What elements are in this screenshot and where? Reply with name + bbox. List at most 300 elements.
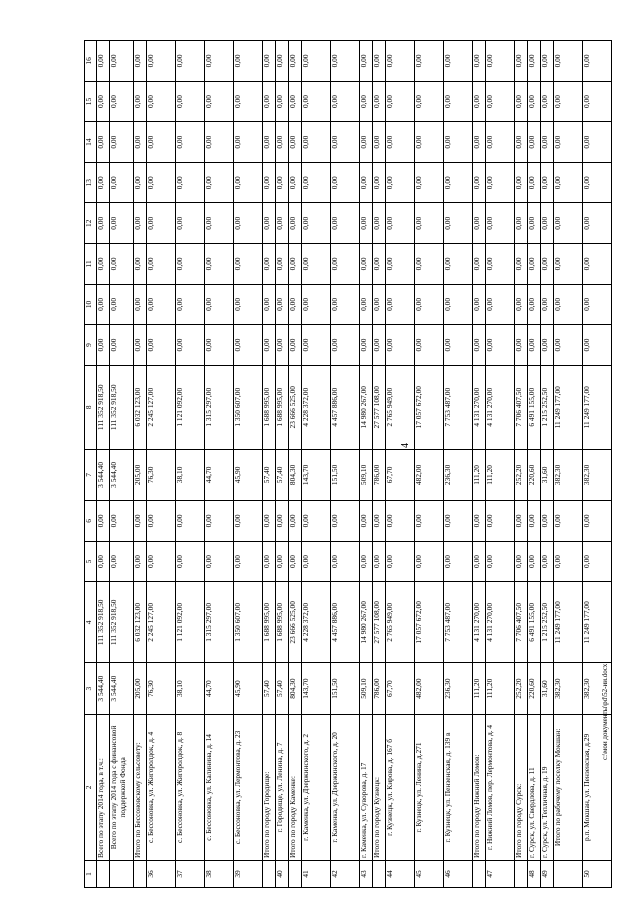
value-cell-c4: 23 666 525,00 <box>289 582 302 663</box>
value-cell-c11: 0,00 <box>97 244 110 285</box>
value-cell-c3: 482,00 <box>415 663 444 714</box>
value-cell-c13: 0,00 <box>554 162 583 203</box>
value-cell-c9: 0,00 <box>373 325 386 366</box>
value-cell-c8: 1 121 092,00 <box>176 365 205 449</box>
value-cell-c3: 509,10 <box>359 663 372 714</box>
column-number-header: 14 <box>85 122 97 163</box>
value-cell-c16: 0,00 <box>331 41 360 82</box>
column-number-header: 15 <box>85 81 97 122</box>
value-cell-c6: 0,00 <box>472 501 485 542</box>
value-cell-c7: 57,40 <box>262 449 275 500</box>
value-cell-c6: 0,00 <box>233 501 262 542</box>
address-cell: Всего по этапу 2014 года, в т.ч.: <box>97 714 110 860</box>
value-cell-c4: 27 577 108,00 <box>373 582 386 663</box>
value-cell-c10: 0,00 <box>373 284 386 325</box>
value-cell-c15: 0,00 <box>110 81 134 122</box>
value-cell-c6: 0,00 <box>373 501 386 542</box>
value-cell-c10: 0,00 <box>302 284 331 325</box>
value-cell-c9: 0,00 <box>134 325 147 366</box>
address-cell: Итого по городу Городище: <box>262 714 275 860</box>
value-cell-c11: 0,00 <box>373 244 386 285</box>
value-cell-c11: 0,00 <box>485 244 514 285</box>
value-cell-c4: 111 352 918,50 <box>110 582 134 663</box>
value-cell-c11: 0,00 <box>289 244 302 285</box>
value-cell-c13: 0,00 <box>233 162 262 203</box>
value-cell-c11: 0,00 <box>205 244 234 285</box>
value-cell-c11: 0,00 <box>541 244 554 285</box>
value-cell-c10: 0,00 <box>386 284 415 325</box>
value-cell-c12: 0,00 <box>97 203 110 244</box>
value-cell-c7: 220,60 <box>527 449 540 500</box>
address-cell: Всего по этапу 2014 года с финансовой поддержкой Фонда <box>110 714 134 860</box>
value-cell-c8: 4 457 886,00 <box>331 365 360 449</box>
value-cell-c6: 0,00 <box>541 501 554 542</box>
address-cell: с. Бессоновка, ул. Калинина, д. 14 <box>205 714 234 860</box>
value-cell-c14: 0,00 <box>514 122 527 163</box>
value-cell-c6: 0,00 <box>583 501 612 542</box>
value-cell-c4: 1 688 995,00 <box>262 582 275 663</box>
value-cell-c14: 0,00 <box>583 122 612 163</box>
value-cell-c7: 38,10 <box>176 449 205 500</box>
value-cell-c9: 0,00 <box>302 325 331 366</box>
table-row <box>147 41 176 888</box>
value-cell-c6: 0,00 <box>205 501 234 542</box>
value-cell-c13: 0,00 <box>147 162 176 203</box>
value-cell-c7: 143,70 <box>302 449 331 500</box>
value-cell-c11: 0,00 <box>302 244 331 285</box>
value-cell-c11: 0,00 <box>415 244 444 285</box>
value-cell-c9: 0,00 <box>583 325 612 366</box>
value-cell-c8: 111 352 918,50 <box>97 365 110 449</box>
value-cell-c12: 0,00 <box>527 203 540 244</box>
table-row <box>134 41 147 888</box>
value-cell-c7: 786,00 <box>373 449 386 500</box>
value-cell-c10: 0,00 <box>289 284 302 325</box>
value-cell-c6: 0,00 <box>527 501 540 542</box>
value-cell-c14: 0,00 <box>110 122 134 163</box>
row-number-cell: 38 <box>205 860 234 887</box>
value-cell-c16: 0,00 <box>373 41 386 82</box>
value-cell-c15: 0,00 <box>554 81 583 122</box>
table-row <box>472 41 485 888</box>
housing-program-table <box>84 40 612 888</box>
value-cell-c15: 0,00 <box>386 81 415 122</box>
value-cell-c13: 0,00 <box>583 162 612 203</box>
address-cell: Итого по городу Нижний Ломов: <box>472 714 485 860</box>
row-number-cell: 47 <box>485 860 514 887</box>
value-cell-c10: 0,00 <box>485 284 514 325</box>
value-cell-c9: 0,00 <box>386 325 415 366</box>
value-cell-c13: 0,00 <box>386 162 415 203</box>
value-cell-c15: 0,00 <box>289 81 302 122</box>
value-cell-c8: 23 666 525,00 <box>289 365 302 449</box>
column-number-header: 5 <box>85 541 97 582</box>
column-number-header: 8 <box>85 365 97 449</box>
value-cell-c3: 31,60 <box>541 663 554 714</box>
table-row <box>302 41 331 888</box>
value-cell-c14: 0,00 <box>485 122 514 163</box>
value-cell-c15: 0,00 <box>275 81 288 122</box>
value-cell-c16: 0,00 <box>415 41 444 82</box>
value-cell-c12: 0,00 <box>331 203 360 244</box>
value-cell-c15: 0,00 <box>233 81 262 122</box>
table-row <box>331 41 360 888</box>
value-cell-c3: 38,10 <box>176 663 205 714</box>
value-cell-c7: 205,00 <box>134 449 147 500</box>
value-cell-c10: 0,00 <box>527 284 540 325</box>
value-cell-c11: 0,00 <box>275 244 288 285</box>
table-row <box>485 41 514 888</box>
value-cell-c12: 0,00 <box>554 203 583 244</box>
row-number-cell: 49 <box>541 860 554 887</box>
value-cell-c5: 0,00 <box>176 541 205 582</box>
value-cell-c9: 0,00 <box>541 325 554 366</box>
value-cell-c13: 0,00 <box>485 162 514 203</box>
value-cell-c10: 0,00 <box>359 284 372 325</box>
value-cell-c11: 0,00 <box>233 244 262 285</box>
value-cell-c15: 0,00 <box>373 81 386 122</box>
value-cell-c12: 0,00 <box>386 203 415 244</box>
value-cell-c14: 0,00 <box>147 122 176 163</box>
value-cell-c15: 0,00 <box>134 81 147 122</box>
value-cell-c3: 151,50 <box>331 663 360 714</box>
value-cell-c3: 76,30 <box>147 663 176 714</box>
value-cell-c10: 0,00 <box>275 284 288 325</box>
value-cell-c6: 0,00 <box>359 501 372 542</box>
table-row <box>554 41 583 888</box>
value-cell-c3: 382,30 <box>583 663 612 714</box>
value-cell-c8: 11 249 177,00 <box>554 365 583 449</box>
table-row <box>541 41 554 888</box>
address-cell: Итого по городу Каменке: <box>289 714 302 860</box>
value-cell-c5: 0,00 <box>386 541 415 582</box>
value-cell-c8: 14 980 267,00 <box>359 365 372 449</box>
value-cell-c7: 67,70 <box>386 449 415 500</box>
value-cell-c13: 0,00 <box>472 162 485 203</box>
value-cell-c16: 0,00 <box>176 41 205 82</box>
value-cell-c14: 0,00 <box>541 122 554 163</box>
value-cell-c16: 0,00 <box>147 41 176 82</box>
value-cell-c6: 0,00 <box>97 501 110 542</box>
value-cell-c5: 0,00 <box>110 541 134 582</box>
value-cell-c14: 0,00 <box>331 122 360 163</box>
address-cell: г. Каменка, ул. Суворова, д. 17 <box>359 714 372 860</box>
column-number-header: 4 <box>85 582 97 663</box>
value-cell-c5: 0,00 <box>233 541 262 582</box>
row-number-cell: 43 <box>359 860 372 887</box>
value-cell-c9: 0,00 <box>415 325 444 366</box>
value-cell-c5: 0,00 <box>289 541 302 582</box>
table-row <box>527 41 540 888</box>
value-cell-c10: 0,00 <box>514 284 527 325</box>
value-cell-c13: 0,00 <box>302 162 331 203</box>
value-cell-c12: 0,00 <box>514 203 527 244</box>
value-cell-c4: 1 315 297,00 <box>205 582 234 663</box>
table-row <box>110 41 134 888</box>
value-cell-c12: 0,00 <box>373 203 386 244</box>
value-cell-c7: 382,30 <box>554 449 583 500</box>
value-cell-c4: 11 249 177,00 <box>554 582 583 663</box>
row-number-cell: 44 <box>386 860 415 887</box>
value-cell-c14: 0,00 <box>233 122 262 163</box>
value-cell-c16: 0,00 <box>97 41 110 82</box>
rotated-table-wrapper <box>84 40 612 888</box>
value-cell-c14: 0,00 <box>443 122 472 163</box>
value-cell-c11: 0,00 <box>583 244 612 285</box>
value-cell-c6: 0,00 <box>331 501 360 542</box>
value-cell-c13: 0,00 <box>443 162 472 203</box>
value-cell-c7: 76,30 <box>147 449 176 500</box>
value-cell-c11: 0,00 <box>472 244 485 285</box>
table-row <box>97 41 110 888</box>
value-cell-c16: 0,00 <box>527 41 540 82</box>
value-cell-c13: 0,00 <box>275 162 288 203</box>
value-cell-c6: 0,00 <box>443 501 472 542</box>
value-cell-c11: 0,00 <box>514 244 527 285</box>
value-cell-c16: 0,00 <box>541 41 554 82</box>
value-cell-c5: 0,00 <box>527 541 540 582</box>
value-cell-c3: 143,70 <box>302 663 331 714</box>
value-cell-c8: 1 350 607,00 <box>233 365 262 449</box>
value-cell-c3: 382,30 <box>554 663 583 714</box>
table-row <box>262 41 275 888</box>
value-cell-c7: 482,00 <box>415 449 444 500</box>
column-number-row <box>85 41 97 888</box>
value-cell-c12: 0,00 <box>485 203 514 244</box>
value-cell-c13: 0,00 <box>541 162 554 203</box>
value-cell-c15: 0,00 <box>359 81 372 122</box>
address-cell: г. Сурск, ул. Тепличная, д. 19 <box>541 714 554 860</box>
value-cell-c10: 0,00 <box>205 284 234 325</box>
value-cell-c10: 0,00 <box>541 284 554 325</box>
value-cell-c9: 0,00 <box>554 325 583 366</box>
address-cell: г. Городище, ул. Ленина, д. 7 <box>275 714 288 860</box>
row-number-cell <box>373 860 386 887</box>
value-cell-c10: 0,00 <box>134 284 147 325</box>
value-cell-c4: 6 491 155,00 <box>527 582 540 663</box>
value-cell-c4: 1 350 607,00 <box>233 582 262 663</box>
value-cell-c4: 4 457 886,00 <box>331 582 360 663</box>
value-cell-c12: 0,00 <box>205 203 234 244</box>
value-cell-c6: 0,00 <box>485 501 514 542</box>
value-cell-c5: 0,00 <box>443 541 472 582</box>
value-cell-c8: 4 131 270,00 <box>485 365 514 449</box>
value-cell-c7: 44,70 <box>205 449 234 500</box>
value-cell-c12: 0,00 <box>147 203 176 244</box>
value-cell-c5: 0,00 <box>472 541 485 582</box>
value-cell-c12: 0,00 <box>583 203 612 244</box>
value-cell-c5: 0,00 <box>541 541 554 582</box>
table-row <box>359 41 372 888</box>
value-cell-c8: 1 688 995,00 <box>275 365 288 449</box>
value-cell-c16: 0,00 <box>262 41 275 82</box>
value-cell-c16: 0,00 <box>514 41 527 82</box>
value-cell-c4: 4 131 270,00 <box>485 582 514 663</box>
value-cell-c3: 804,30 <box>289 663 302 714</box>
value-cell-c14: 0,00 <box>289 122 302 163</box>
value-cell-c12: 0,00 <box>302 203 331 244</box>
value-cell-c4: 14 980 267,00 <box>359 582 372 663</box>
address-cell: Итого по городу Сурск: <box>514 714 527 860</box>
value-cell-c4: 1 688 995,00 <box>275 582 288 663</box>
value-cell-c6: 0,00 <box>415 501 444 542</box>
value-cell-c6: 0,00 <box>386 501 415 542</box>
table-row <box>205 41 234 888</box>
value-cell-c12: 0,00 <box>262 203 275 244</box>
row-number-cell: 42 <box>331 860 360 887</box>
value-cell-c13: 0,00 <box>331 162 360 203</box>
value-cell-c14: 0,00 <box>176 122 205 163</box>
value-cell-c3: 67,70 <box>386 663 415 714</box>
value-cell-c14: 0,00 <box>97 122 110 163</box>
value-cell-c12: 0,00 <box>233 203 262 244</box>
value-cell-c11: 0,00 <box>443 244 472 285</box>
value-cell-c4: 2 245 127,00 <box>147 582 176 663</box>
value-cell-c4: 1 121 092,00 <box>176 582 205 663</box>
table-body <box>97 41 612 888</box>
value-cell-c15: 0,00 <box>527 81 540 122</box>
value-cell-c6: 0,00 <box>176 501 205 542</box>
row-number-cell: 45 <box>415 860 444 887</box>
value-cell-c7: 151,50 <box>331 449 360 500</box>
value-cell-c6: 0,00 <box>275 501 288 542</box>
address-cell: Итого по рабочему поселку Мокшан: <box>554 714 583 860</box>
row-number-cell <box>289 860 302 887</box>
row-number-cell <box>262 860 275 887</box>
value-cell-c16: 0,00 <box>485 41 514 82</box>
value-cell-c4: 17 057 672,00 <box>415 582 444 663</box>
value-cell-c16: 0,00 <box>275 41 288 82</box>
value-cell-c10: 0,00 <box>583 284 612 325</box>
value-cell-c8: 4 228 372,00 <box>302 365 331 449</box>
value-cell-c10: 0,00 <box>262 284 275 325</box>
value-cell-c12: 0,00 <box>134 203 147 244</box>
value-cell-c7: 31,60 <box>541 449 554 500</box>
value-cell-c5: 0,00 <box>583 541 612 582</box>
value-cell-c9: 0,00 <box>147 325 176 366</box>
value-cell-c3: 3 544,40 <box>97 663 110 714</box>
value-cell-c15: 0,00 <box>147 81 176 122</box>
value-cell-c12: 0,00 <box>472 203 485 244</box>
value-cell-c4: 4 131 270,00 <box>472 582 485 663</box>
value-cell-c6: 0,00 <box>110 501 134 542</box>
value-cell-c13: 0,00 <box>110 162 134 203</box>
value-cell-c10: 0,00 <box>97 284 110 325</box>
value-cell-c16: 0,00 <box>386 41 415 82</box>
value-cell-c3: 205,00 <box>134 663 147 714</box>
table-row <box>373 41 386 888</box>
value-cell-c13: 0,00 <box>514 162 527 203</box>
value-cell-c14: 0,00 <box>134 122 147 163</box>
value-cell-c10: 0,00 <box>176 284 205 325</box>
value-cell-c15: 0,00 <box>514 81 527 122</box>
value-cell-c7: 111,20 <box>472 449 485 500</box>
value-cell-c3: 45,90 <box>233 663 262 714</box>
value-cell-c11: 0,00 <box>359 244 372 285</box>
value-cell-c9: 0,00 <box>97 325 110 366</box>
column-number-header: 1 <box>85 860 97 887</box>
table-row <box>233 41 262 888</box>
table-row <box>289 41 302 888</box>
value-cell-c13: 0,00 <box>289 162 302 203</box>
value-cell-c14: 0,00 <box>359 122 372 163</box>
value-cell-c4: 2 765 949,00 <box>386 582 415 663</box>
value-cell-c7: 45,90 <box>233 449 262 500</box>
value-cell-c16: 0,00 <box>443 41 472 82</box>
value-cell-c3: 57,40 <box>262 663 275 714</box>
column-number-header: 9 <box>85 325 97 366</box>
value-cell-c12: 0,00 <box>110 203 134 244</box>
value-cell-c7: 509,10 <box>359 449 372 500</box>
value-cell-c15: 0,00 <box>485 81 514 122</box>
value-cell-c15: 0,00 <box>262 81 275 122</box>
value-cell-c15: 0,00 <box>176 81 205 122</box>
table-row <box>443 41 472 888</box>
value-cell-c8: 11 249 177,00 <box>583 365 612 449</box>
value-cell-c15: 0,00 <box>205 81 234 122</box>
value-cell-c8: 1 215 252,50 <box>541 365 554 449</box>
value-cell-c3: 236,30 <box>443 663 472 714</box>
value-cell-c10: 0,00 <box>472 284 485 325</box>
value-cell-c7: 804,30 <box>289 449 302 500</box>
value-cell-c10: 0,00 <box>331 284 360 325</box>
value-cell-c3: 220,60 <box>527 663 540 714</box>
value-cell-c14: 0,00 <box>302 122 331 163</box>
value-cell-c8: 17 057 672,00 <box>415 365 444 449</box>
page-number: 4 <box>400 443 411 448</box>
value-cell-c5: 0,00 <box>331 541 360 582</box>
row-number-cell: 50 <box>583 860 612 887</box>
value-cell-c10: 0,00 <box>110 284 134 325</box>
value-cell-c7: 57,40 <box>275 449 288 500</box>
column-number-header: 16 <box>85 41 97 82</box>
value-cell-c11: 0,00 <box>134 244 147 285</box>
value-cell-c9: 0,00 <box>443 325 472 366</box>
value-cell-c11: 0,00 <box>386 244 415 285</box>
value-cell-c7: 252,20 <box>514 449 527 500</box>
value-cell-c8: 7 706 407,50 <box>514 365 527 449</box>
value-cell-c13: 0,00 <box>527 162 540 203</box>
column-number-header: 13 <box>85 162 97 203</box>
row-number-cell: 37 <box>176 860 205 887</box>
value-cell-c8: 1 688 995,00 <box>262 365 275 449</box>
value-cell-c12: 0,00 <box>275 203 288 244</box>
table-row <box>386 41 415 888</box>
value-cell-c6: 0,00 <box>554 501 583 542</box>
row-number-cell: 36 <box>147 860 176 887</box>
value-cell-c16: 0,00 <box>205 41 234 82</box>
value-cell-c9: 0,00 <box>359 325 372 366</box>
value-cell-c12: 0,00 <box>359 203 372 244</box>
value-cell-c5: 0,00 <box>97 541 110 582</box>
value-cell-c10: 0,00 <box>415 284 444 325</box>
value-cell-c7: 111,20 <box>485 449 514 500</box>
value-cell-c9: 0,00 <box>472 325 485 366</box>
value-cell-c13: 0,00 <box>205 162 234 203</box>
value-cell-c13: 0,00 <box>134 162 147 203</box>
value-cell-c13: 0,00 <box>176 162 205 203</box>
value-cell-c6: 0,00 <box>514 501 527 542</box>
address-cell: г. Нижний Ломов, пер. Лермонтова, д. 4 <box>485 714 514 860</box>
value-cell-c14: 0,00 <box>262 122 275 163</box>
address-cell: с. Бессоновка, ул. Жигоролдок, д. 4 <box>147 714 176 860</box>
address-cell: г. Каменка, ул. Дзержинского, д. 2 <box>302 714 331 860</box>
row-number-cell: 48 <box>527 860 540 887</box>
row-number-cell <box>110 860 134 887</box>
value-cell-c13: 0,00 <box>97 162 110 203</box>
column-number-header: 10 <box>85 284 97 325</box>
value-cell-c7: 3 544,40 <box>110 449 134 500</box>
